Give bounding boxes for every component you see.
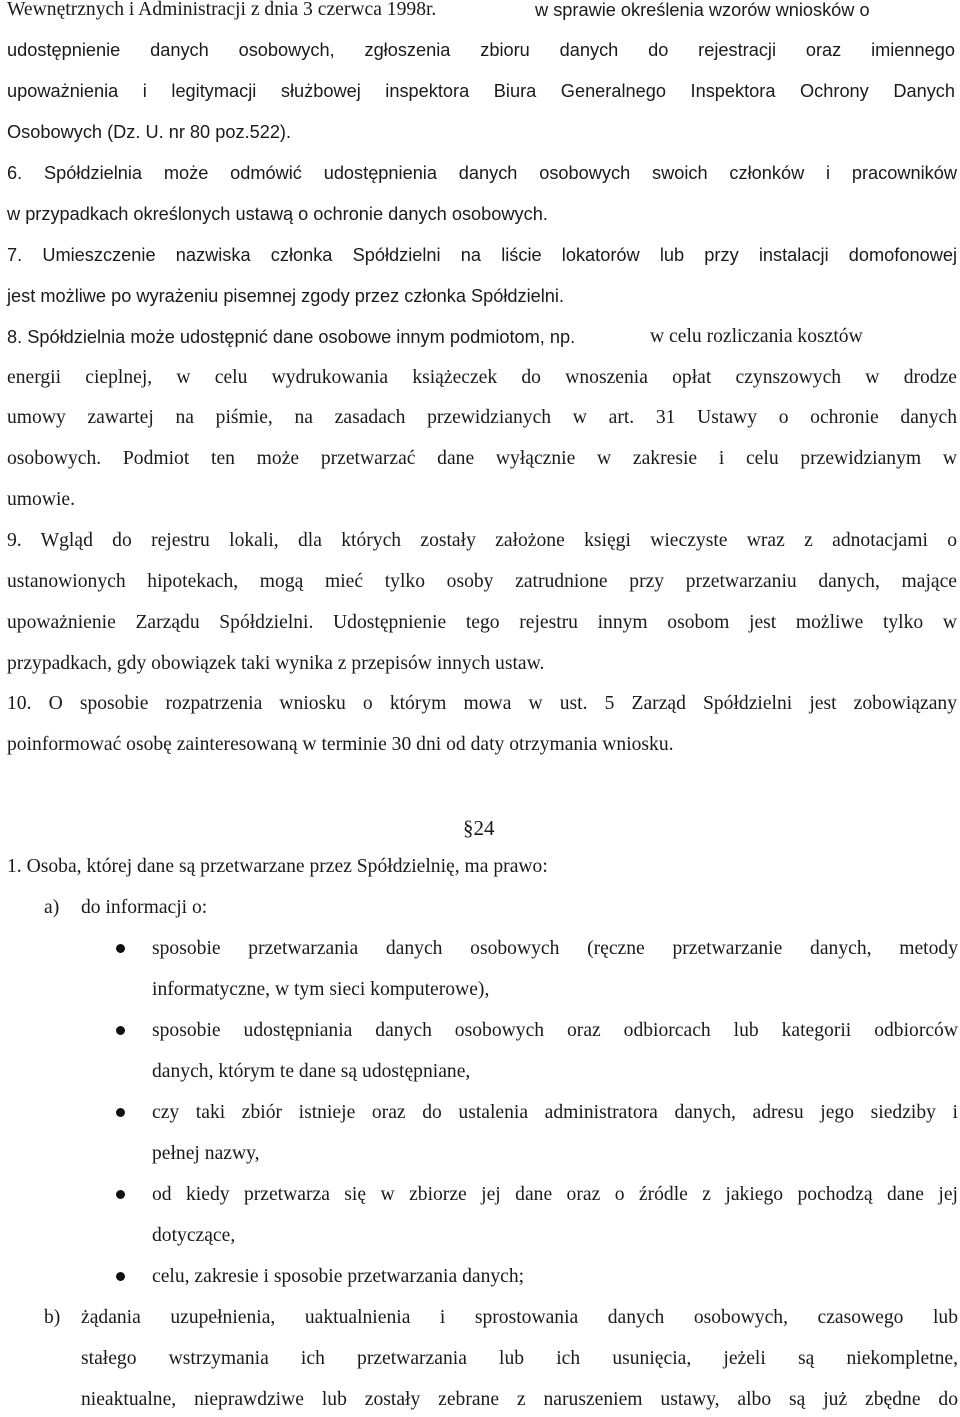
bullet-item-line: od kiedy przetwarza się w zbiorze jej dane oraz o źródle z jakiego pochodzą dane jej [152,1184,958,1205]
bullet-item-line: sposobie udostępniania danych osobowych oraz odbiorcach lub kategorii odbiorców [152,1020,958,1041]
paragraph-7-line: 7. Umieszczenie nazwiska członka Spółdzielni na liście lokatorów lub przy instalacji domofonowej [7,245,957,265]
text-line: Osobowych (Dz. U. nr 80 poz.522). [7,122,292,142]
paragraph-7-line: jest możliwe po wyrażeniu pisemnej zgody przez członka Spółdzielni. [7,286,565,306]
paragraph-9-line: upoważnienie Zarządu Spółdzielni. Udostępnienie tego rejestru innym osobom jest możliwe tylko w [7,612,957,633]
section-heading: §24 [463,816,495,840]
text-line: udostępnienie danych osobowych, zgłoszenia zbioru danych do rejestracji oraz imiennego [7,40,955,60]
bullet-icon [116,1190,125,1199]
paragraph-9-line: przypadkach, gdy obowiązek taki wynika z przepisów innych ustaw. [7,653,545,674]
bullet-icon [116,1272,125,1281]
bullet-item-line: czy taki zbiór istnieje oraz do ustalenia administratora danych, adresu jego siedziby i [152,1102,958,1123]
list-marker-a: a) [44,897,60,918]
paragraph-10-line: 10. O sposobie rozpatrzenia wniosku o którym mowa w ust. 5 Zarząd Spółdzielni jest zobowiązany [7,693,957,714]
paragraph-8-line: energii cieplnej, w celu wydrukowania książeczek do wnoszenia opłat czynszowych w drodze [7,367,957,388]
bullet-item-line: informatyczne, w tym sieci komputerowe), [152,979,490,1000]
section-intro: 1. Osoba, której dane są przetwarzane przez Spółdzielnię, ma prawo: [7,856,548,877]
paragraph-8-line: umowy zawartej na piśmie, na zasadach przewidzianych w art. 31 Ustawy o ochronie danych [7,407,957,428]
bullet-icon [116,1026,125,1035]
paragraph-9-line: ustanowionych hipotekach, mogą mieć tylko osoby zatrudnione przy przetwarzaniu danych, mające [7,571,957,592]
text-line: w sprawie określenia wzorów wniosków o [535,0,870,20]
text-line [7,0,436,22]
list-marker-b: b) [44,1307,61,1328]
list-item-b-line: żądania uzupełnienia, uaktualnienia i sprostowania danych osobowych, czasowego lub [81,1307,958,1328]
text-line: upoważnienia i legitymacji służbowej inspektora Biura Generalnego Inspektora Ochrony Danych [7,81,955,101]
bullet-item-line: celu, zakresie i sposobie przetwarzania danych; [152,1266,525,1287]
paragraph-8-line: umowie. [7,489,76,510]
paragraph-6-line: w przypadkach określonych ustawą o ochronie danych osobowych. [7,204,548,224]
bullet-item-line: danych, którym te dane są udostępniane, [152,1061,471,1082]
bullet-icon [116,944,125,953]
paragraph-8-line: osobowych. Podmiot ten może przetwarzać dane wyłącznie w zakresie i celu przewidzianym w [7,448,957,469]
paragraph-8-line: 8. Spółdzielnia może udostępnić dane osobowe innym podmiotom, np. [7,327,576,347]
list-item-a: do informacji o: [81,897,208,918]
list-item-b-line: stałego wstrzymania ich przetwarzania lub ich usunięcia, jeżeli są niekompletne, [81,1348,958,1369]
paragraph-10-line: poinformować osobę zainteresowaną w terminie 30 dni od daty otrzymania wniosku. [7,734,674,755]
paragraph-9-line: 9. Wgląd do rejestru lokali, dla których zostały założone księgi wieczyste wraz z adnotacjami o [7,530,957,551]
bullet-item-line: dotyczące, [152,1225,236,1246]
bullet-icon [116,1108,125,1117]
bullet-item-line: sposobie przetwarzania danych osobowych (ręczne przetwarzanie danych, metody [152,938,958,959]
paragraph-8-line: w celu rozliczania kosztów [650,326,863,347]
paragraph-6-line: 6. Spółdzielnia może odmówić udostępnienia danych osobowych swoich członków i pracowników [7,163,957,183]
bullet-item-line: pełnej nazwy, [152,1143,260,1164]
text-line-part: Wewnętrznych i Administracji z dnia 3 czerwca 1998r. [7,0,437,20]
list-item-b-line: nieaktualne, nieprawdziwe lub zostały zebrane z naruszeniem ustawy, albo są już zbędne do [81,1389,958,1410]
